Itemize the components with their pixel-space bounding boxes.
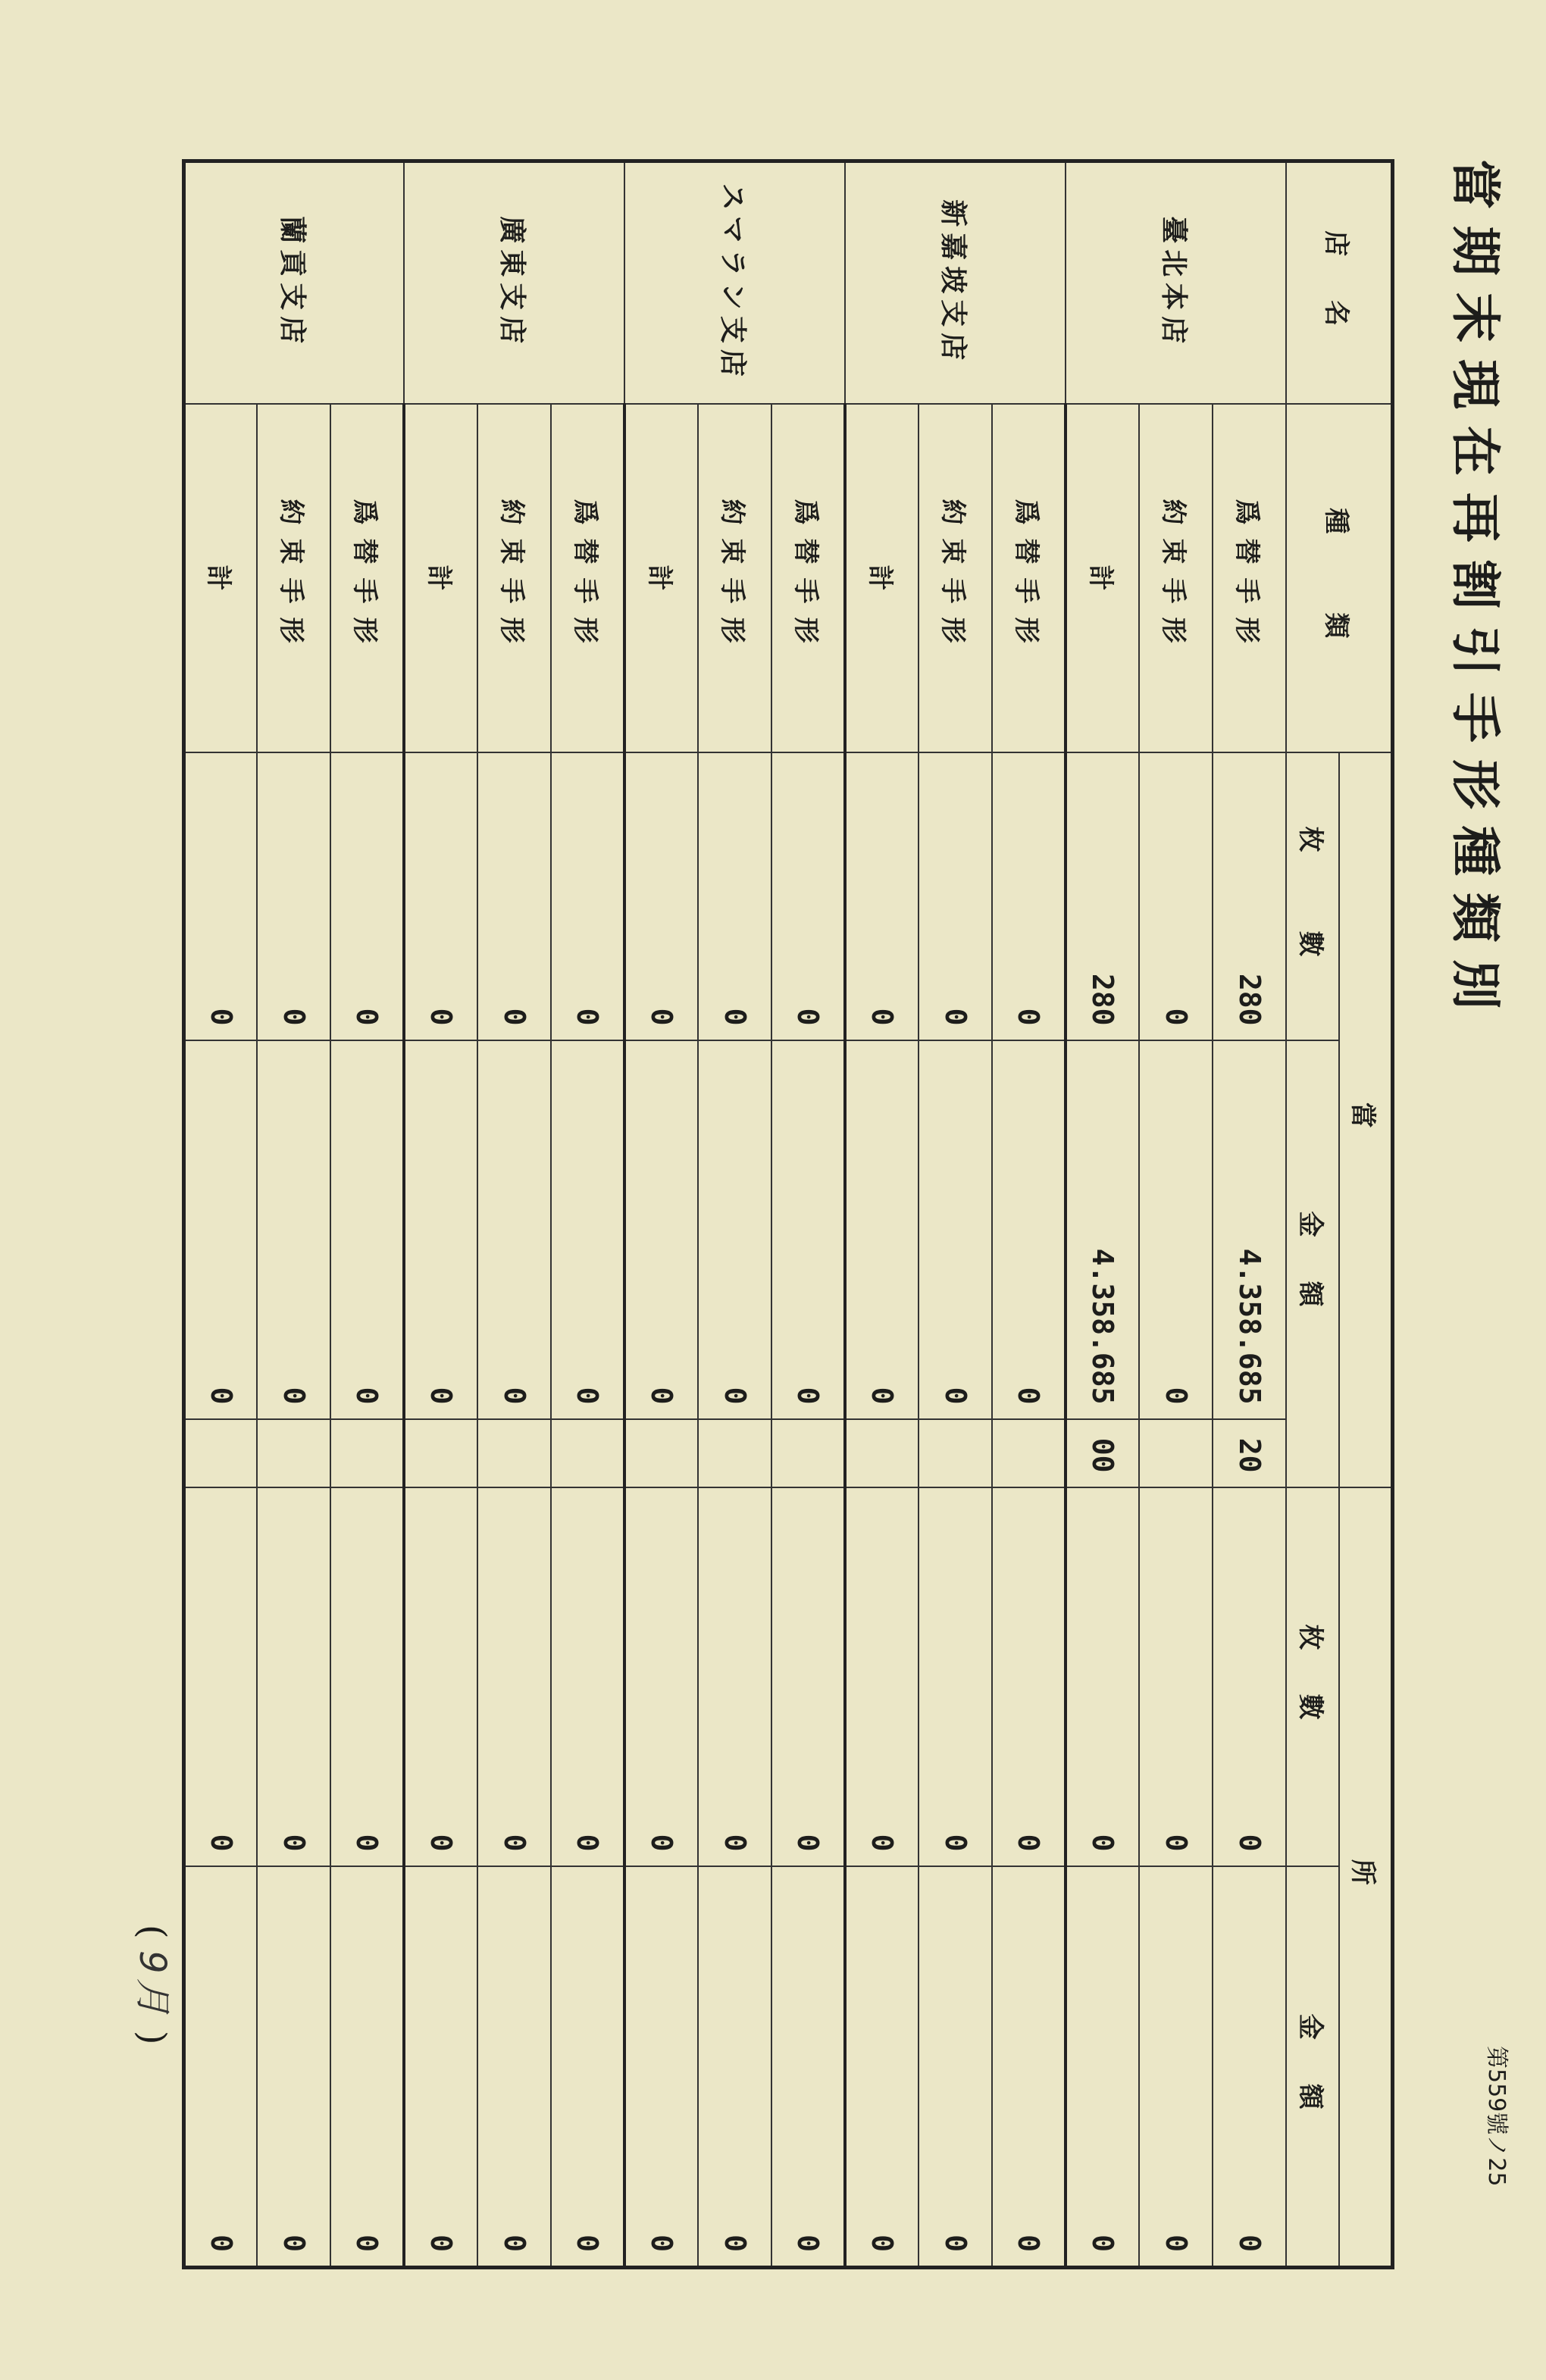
sonota-amount-cell: 0 [478,1866,552,2268]
table-row [772,161,846,2268]
header-sonota: 所 [1340,1487,1393,2268]
touten-count-cell: 0 [993,752,1066,1040]
sonota-count-cell: 0 [552,1487,625,1866]
bill-kind-cell: 約束手形 [258,404,331,752]
touten-count-cell: 280 [1213,752,1287,1040]
header-sonota-count: 枚 數 [1287,1487,1340,1866]
sonota-count-cell: 0 [405,1487,478,1866]
bill-kind-cell: 計 [405,404,478,752]
sonota-amount-cell: 0 [699,1866,772,2268]
header-store: 店 名 [1287,161,1393,404]
table-row [184,161,258,2268]
touten-amount-cell: 0 [919,1040,993,1419]
bill-kind-cell: 計 [846,404,919,752]
touten-count-cell: 0 [772,752,846,1040]
touten-sen-cell [919,1419,993,1487]
sonota-amount-cell: 0 [1066,1866,1140,2268]
table-row [919,161,993,2268]
discount-bills-table [182,159,1394,2269]
table-row [331,161,405,2268]
bill-kind-cell: 計 [184,404,258,752]
bill-kind-cell: 約束手形 [699,404,772,752]
table-row [699,161,772,2268]
sonota-amount-cell: 0 [846,1866,919,2268]
touten-amount-cell: 0 [625,1040,699,1419]
touten-count-cell: 0 [331,752,405,1040]
touten-sen-cell [405,1419,478,1487]
store-name-cell: 新嘉坡支店 [846,161,1066,404]
bill-kind-cell: 爲替手形 [772,404,846,752]
header-kind: 種 類 [1287,404,1393,752]
sonota-count-cell: 0 [919,1487,993,1866]
touten-sen-cell [625,1419,699,1487]
touten-sen-cell [1140,1419,1213,1487]
table-row [846,161,919,2268]
sonota-amount-cell: 0 [405,1866,478,2268]
touten-sen-cell [993,1419,1066,1487]
touten-amount-cell: 0 [184,1040,258,1419]
table-row [1140,161,1213,2268]
sonota-count-cell: 0 [1066,1487,1140,1866]
table-row [1066,161,1140,2268]
touten-amount-cell: 0 [405,1040,478,1419]
touten-sen-cell [331,1419,405,1487]
sonota-count-cell: 0 [772,1487,846,1866]
touten-amount-cell: 0 [772,1040,846,1419]
sonota-amount-cell: 0 [258,1866,331,2268]
header-sonota-amount: 金 額 [1287,1866,1340,2268]
sonota-amount-cell: 0 [919,1866,993,2268]
touten-count-cell: 280 [1066,752,1140,1040]
touten-sen-cell [258,1419,331,1487]
footer-annotation [130,1925,182,2045]
touten-sen-cell [699,1419,772,1487]
bill-kind-cell: 約束手形 [1140,404,1213,752]
table-body [184,161,1287,2268]
sonota-count-cell: 0 [625,1487,699,1866]
table-row [1213,161,1287,2268]
bill-kind-cell: 約束手形 [919,404,993,752]
store-name-cell: 廣東支店 [405,161,625,404]
touten-sen-cell [184,1419,258,1487]
sonota-amount-cell: 0 [625,1866,699,2268]
sonota-amount-cell: 0 [993,1866,1066,2268]
bill-kind-cell: 計 [1066,404,1140,752]
touten-count-cell: 0 [625,752,699,1040]
touten-sen-cell [478,1419,552,1487]
header-touten: 當 [1340,752,1393,1487]
sonota-count-cell: 0 [184,1487,258,1866]
touten-sen-cell: 00 [1066,1419,1140,1487]
touten-sen-cell [846,1419,919,1487]
page-reference: 第559號ノ25 [1483,2046,1510,2187]
sonota-count-cell: 0 [478,1487,552,1866]
sonota-count-cell: 0 [258,1487,331,1866]
touten-amount-cell: 0 [331,1040,405,1419]
bill-kind-cell: 爲替手形 [993,404,1066,752]
document-title: 當期末現在再割引手形種類別 [1446,159,1505,1026]
store-name-cell: スマラン支店 [625,161,846,404]
sonota-amount-cell: 0 [772,1866,846,2268]
sonota-count-cell: 0 [699,1487,772,1866]
bill-kind-cell: 爲替手形 [552,404,625,752]
touten-amount-cell: 0 [552,1040,625,1419]
open-paren: ( [131,1925,174,1939]
touten-amount-cell: 0 [258,1040,331,1419]
touten-count-cell: 0 [919,752,993,1040]
store-name-cell: 臺北本店 [1066,161,1287,404]
header-touten-count: 枚 數 [1287,752,1340,1040]
table-row [993,161,1066,2268]
touten-amount-cell: 0 [1140,1040,1213,1419]
sonota-amount-cell: 0 [1213,1866,1287,2268]
sonota-amount-cell: 0 [331,1866,405,2268]
sonota-amount-cell: 0 [184,1866,258,2268]
table-row [405,161,478,2268]
table-row [552,161,625,2268]
bill-kind-cell: 爲替手形 [1213,404,1287,752]
sonota-count-cell: 0 [993,1487,1066,1866]
store-name-cell: 蘭貢支店 [184,161,405,404]
table-row [625,161,699,2268]
touten-sen-cell [552,1419,625,1487]
sonota-amount-cell: 0 [1140,1866,1213,2268]
handwritten-note: 9月 [131,1950,174,2019]
touten-amount-cell: 0 [699,1040,772,1419]
table-row [478,161,552,2268]
table-row [258,161,331,2268]
touten-count-cell: 0 [1140,752,1213,1040]
touten-amount-cell: 4.358.685 [1213,1040,1287,1419]
touten-count-cell: 0 [405,752,478,1040]
touten-count-cell: 0 [846,752,919,1040]
sonota-count-cell: 0 [331,1487,405,1866]
touten-amount-cell: 4.358.685 [1066,1040,1140,1419]
touten-sen-cell [772,1419,846,1487]
touten-count-cell: 0 [258,752,331,1040]
close-paren: ) [131,2030,174,2045]
touten-sen-cell: 20 [1213,1419,1287,1487]
touten-amount-cell: 0 [478,1040,552,1419]
sonota-count-cell: 0 [1140,1487,1213,1866]
touten-amount-cell: 0 [846,1040,919,1419]
bill-kind-cell: 爲替手形 [331,404,405,752]
touten-count-cell: 0 [184,752,258,1040]
touten-count-cell: 0 [478,752,552,1040]
header-touten-amount: 金 額 [1287,1040,1340,1487]
sonota-amount-cell: 0 [552,1866,625,2268]
touten-amount-cell: 0 [993,1040,1066,1419]
touten-count-cell: 0 [699,752,772,1040]
sonota-count-cell: 0 [1213,1487,1287,1866]
sonota-count-cell: 0 [846,1487,919,1866]
bill-kind-cell: 約束手形 [478,404,552,752]
bill-kind-cell: 計 [625,404,699,752]
touten-count-cell: 0 [552,752,625,1040]
